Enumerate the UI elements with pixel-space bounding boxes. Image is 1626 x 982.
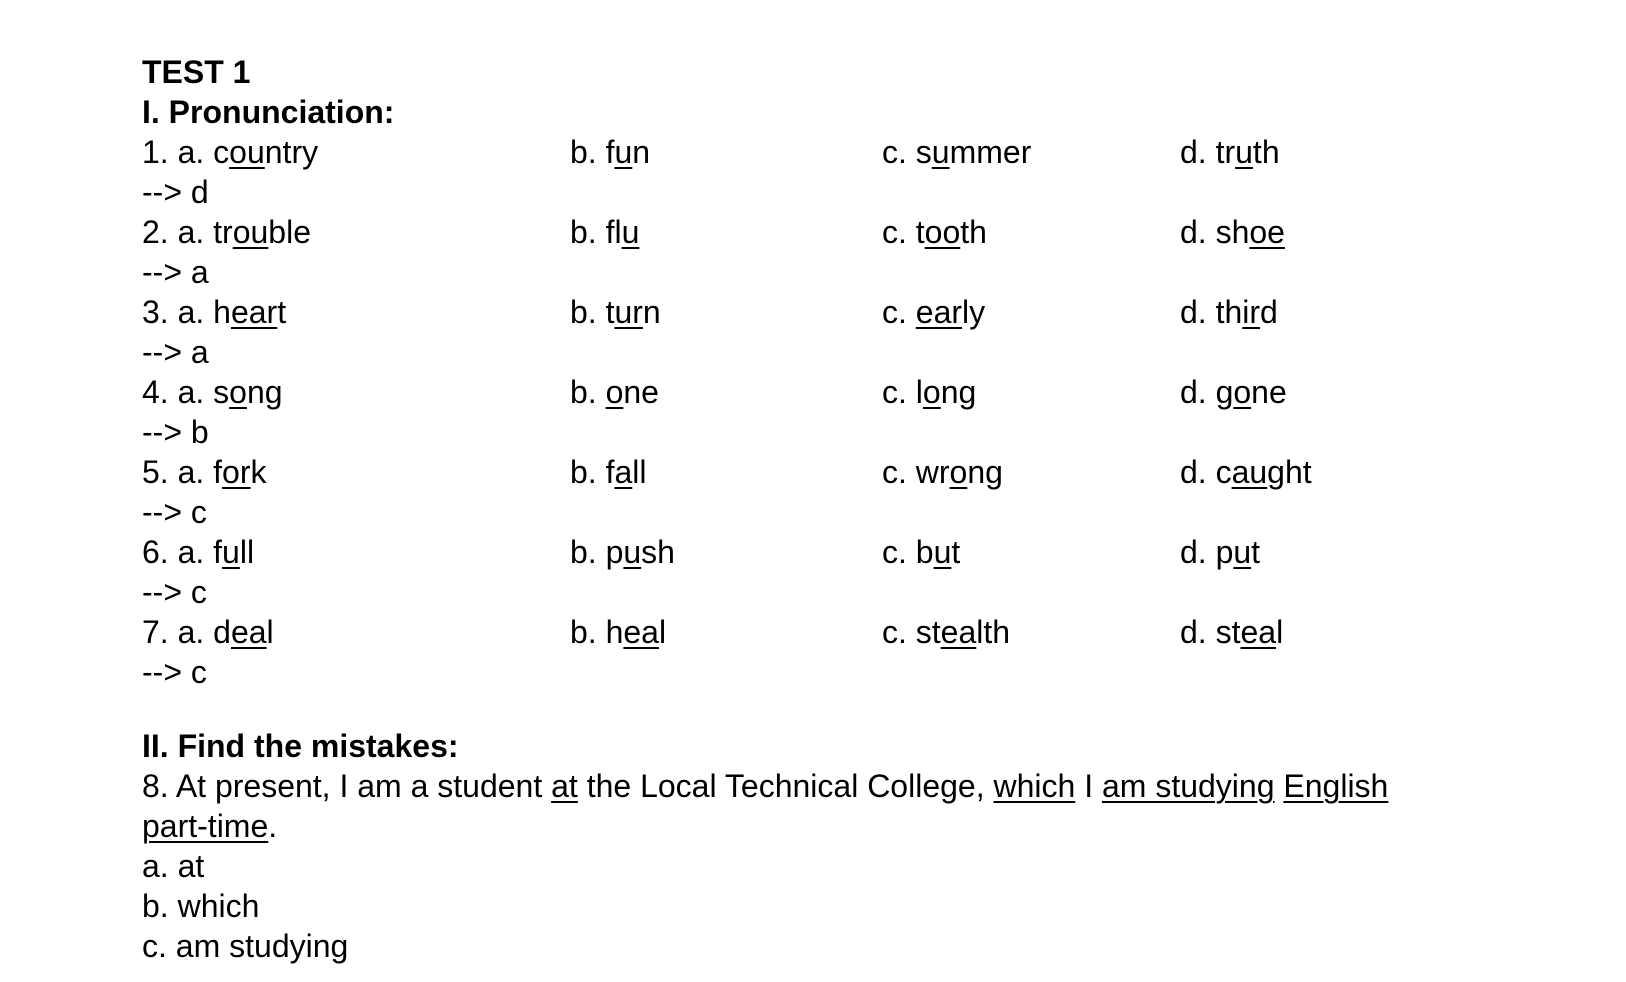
option-2-a bbox=[142, 212, 311, 252]
option-pre-text: b. f bbox=[570, 134, 615, 170]
option-2-c bbox=[882, 212, 987, 252]
option-post-text: ll bbox=[632, 454, 647, 490]
option-4-c bbox=[882, 372, 976, 412]
option-post-text: ng bbox=[967, 454, 1003, 490]
option-post-text: l bbox=[1276, 614, 1284, 650]
question-row-5 bbox=[142, 452, 1582, 492]
option-7-b bbox=[570, 612, 666, 652]
option-4-d bbox=[1180, 372, 1287, 412]
q8-choice-c: c. am studying bbox=[142, 928, 349, 964]
option-4-b bbox=[570, 372, 659, 412]
option-5-b bbox=[570, 452, 646, 492]
option-post-text: ntry bbox=[264, 134, 319, 170]
option-pre-text: 6. a. f bbox=[142, 534, 223, 570]
option-pre-text: d. st bbox=[1180, 614, 1241, 650]
option-post-text: ng bbox=[246, 374, 283, 410]
question-row-4 bbox=[142, 372, 1582, 412]
question-row-2 bbox=[142, 212, 1582, 252]
option-post-text: ght bbox=[1267, 454, 1312, 490]
option-pre-text: c. s bbox=[882, 134, 932, 170]
option-7-c bbox=[882, 612, 1010, 652]
question-row-6 bbox=[142, 532, 1582, 572]
answer-5: --> c bbox=[142, 494, 207, 530]
option-7-a bbox=[142, 612, 274, 652]
option-post-text: k bbox=[250, 454, 267, 490]
option-post-text: n bbox=[632, 134, 651, 170]
option-2-b bbox=[570, 212, 639, 252]
option-pre-text: c. l bbox=[882, 374, 923, 410]
option-pre-text: c. t bbox=[882, 214, 925, 250]
answer-3: --> a bbox=[142, 334, 209, 370]
q8-text-1: 8. At present, I am a student bbox=[142, 768, 552, 804]
option-ul-text: ea bbox=[1240, 614, 1277, 650]
option-pre-text: b. fl bbox=[570, 214, 622, 250]
option-post-text: d bbox=[1260, 294, 1278, 330]
answer-4: --> b bbox=[142, 414, 209, 450]
option-6-c bbox=[882, 532, 960, 572]
option-3-c bbox=[882, 292, 985, 332]
option-pre-text: b. f bbox=[570, 454, 615, 490]
option-ul-text: ea bbox=[623, 614, 659, 650]
option-post-text: ll bbox=[239, 534, 255, 570]
option-pre-text: b. h bbox=[570, 614, 624, 650]
option-5-a bbox=[142, 452, 267, 492]
option-post-text: t bbox=[951, 534, 961, 570]
answer-1: --> d bbox=[142, 174, 209, 210]
option-ul-text: oo bbox=[924, 214, 961, 250]
test-title: TEST 1 bbox=[142, 54, 251, 90]
option-post-text: l bbox=[658, 614, 667, 650]
option-pre-text: b. t bbox=[570, 294, 615, 330]
option-ul-text: ir bbox=[1242, 294, 1261, 330]
q8-underlined-which: which bbox=[993, 768, 1076, 804]
option-post-text: l bbox=[266, 614, 274, 650]
option-pre-text: d. sh bbox=[1180, 214, 1250, 250]
option-7-d bbox=[1180, 612, 1283, 652]
option-pre-text: c. wr bbox=[882, 454, 950, 490]
option-ul-text: ear bbox=[230, 294, 278, 330]
option-2-d bbox=[1180, 212, 1285, 252]
option-pre-text: d. tr bbox=[1180, 134, 1236, 170]
option-pre-text: c. b bbox=[882, 534, 934, 570]
option-post-text: lth bbox=[976, 614, 1011, 650]
option-post-text: ble bbox=[268, 214, 311, 250]
option-pre-text: 5. a. f bbox=[142, 454, 223, 490]
option-pre-text: 3. a. h bbox=[142, 294, 231, 330]
q8-underlined-english-part-time: English part-time bbox=[142, 768, 1389, 844]
option-ul-text: u bbox=[621, 214, 640, 250]
option-ul-text: a bbox=[614, 454, 633, 490]
q8-text-2: the Local Technical College, bbox=[577, 768, 994, 804]
option-ul-text: o bbox=[922, 374, 941, 410]
option-1-b bbox=[570, 132, 650, 172]
option-6-a bbox=[142, 532, 254, 572]
option-ul-text: oe bbox=[1249, 214, 1285, 250]
q8-underlined-am-studying: am studying bbox=[1101, 768, 1275, 804]
option-ul-text: o bbox=[949, 454, 968, 490]
option-pre-text: 1. a. c bbox=[142, 134, 230, 170]
option-3-a bbox=[142, 292, 286, 332]
section-pronunciation-heading: I. Pronunciation: bbox=[142, 94, 395, 130]
option-post-text: t bbox=[277, 294, 287, 330]
option-pre-text: 7. a. d bbox=[142, 614, 231, 650]
option-post-text: ng bbox=[940, 374, 977, 410]
answer-6: --> c bbox=[142, 574, 207, 610]
option-ul-text: ou bbox=[229, 134, 265, 170]
question-row-3 bbox=[142, 292, 1582, 332]
answer-7: --> c bbox=[142, 654, 207, 690]
question-row-1 bbox=[142, 132, 1582, 172]
option-pre-text: c. bbox=[882, 294, 916, 330]
option-ul-text: o bbox=[229, 374, 247, 410]
option-4-a bbox=[142, 372, 283, 412]
document bbox=[142, 52, 1582, 966]
option-ul-text: o bbox=[1233, 374, 1252, 410]
question-row-7 bbox=[142, 612, 1582, 652]
option-6-b bbox=[570, 532, 675, 572]
option-ul-text: u bbox=[1233, 534, 1252, 570]
option-pre-text: c. st bbox=[882, 614, 941, 650]
option-3-d bbox=[1180, 292, 1278, 332]
section-mistakes-heading: II. Find the mistakes: bbox=[142, 728, 459, 764]
question-8-sentence bbox=[142, 766, 1442, 846]
section-gap bbox=[142, 692, 1582, 726]
option-ul-text: ea bbox=[230, 614, 267, 650]
q8-choice-a: a. at bbox=[142, 848, 205, 884]
option-1-d bbox=[1180, 132, 1280, 172]
option-ul-text: u bbox=[222, 534, 240, 570]
option-pre-text: 4. a. s bbox=[142, 374, 230, 410]
option-ul-text: ea bbox=[940, 614, 977, 650]
option-pre-text: d. c bbox=[1180, 454, 1232, 490]
option-ul-text: u bbox=[933, 534, 952, 570]
option-post-text: ly bbox=[962, 294, 986, 330]
option-ul-text: u bbox=[614, 134, 633, 170]
option-post-text: t bbox=[1251, 534, 1261, 570]
option-ul-text: u bbox=[931, 134, 950, 170]
q8-text-5: . bbox=[268, 808, 278, 844]
option-6-d bbox=[1180, 532, 1260, 572]
option-post-text: ne bbox=[1251, 374, 1287, 410]
pronunciation-questions bbox=[142, 132, 1582, 692]
option-1-c bbox=[882, 132, 1031, 172]
option-ul-text: o bbox=[605, 374, 624, 410]
option-post-text: th bbox=[1252, 134, 1280, 170]
option-post-text: mmer bbox=[949, 134, 1032, 170]
option-5-d bbox=[1180, 452, 1312, 492]
q8-underlined-at: at bbox=[551, 768, 578, 804]
option-ul-text: u bbox=[623, 534, 642, 570]
option-pre-text: d. th bbox=[1180, 294, 1243, 330]
option-pre-text: b. p bbox=[570, 534, 624, 570]
option-pre-text: 2. a. tr bbox=[142, 214, 233, 250]
option-1-a bbox=[142, 132, 318, 172]
option-ul-text: or bbox=[222, 454, 251, 490]
answer-2: --> a bbox=[142, 254, 209, 290]
q8-text-3: I bbox=[1075, 768, 1102, 804]
option-ul-text: u bbox=[1235, 134, 1253, 170]
option-post-text: n bbox=[642, 294, 661, 330]
option-3-b bbox=[570, 292, 661, 332]
option-pre-text: b. bbox=[570, 374, 606, 410]
option-pre-text: d. g bbox=[1180, 374, 1234, 410]
option-ul-text: au bbox=[1231, 454, 1268, 490]
option-ul-text: ear bbox=[915, 294, 963, 330]
option-pre-text: d. p bbox=[1180, 534, 1234, 570]
option-ul-text: ur bbox=[614, 294, 643, 330]
q8-choice-b: b. which bbox=[142, 888, 260, 924]
option-post-text: sh bbox=[641, 534, 675, 570]
option-post-text: th bbox=[960, 214, 987, 250]
option-post-text: ne bbox=[623, 374, 659, 410]
option-ul-text: ou bbox=[232, 214, 269, 250]
option-5-c bbox=[882, 452, 1003, 492]
